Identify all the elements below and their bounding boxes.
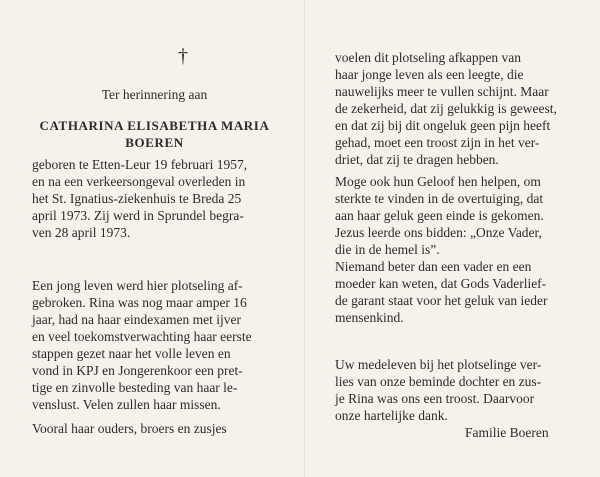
deceased-name — [32, 117, 277, 151]
faith-line: de garant staat voor het geluk van ieder — [335, 293, 548, 308]
continuation-line: de zekerheid, dat zij gelukkig is geweest, — [335, 101, 557, 116]
name-line-1: CATHARINA ELISABETHA MARIA — [39, 118, 270, 133]
tribute-paragraph — [32, 277, 277, 413]
thanks-line: je Rina was ons een troost. Daarvoor — [335, 391, 535, 406]
tribute-line: Een jong leven werd hier plotseling af- — [32, 278, 243, 293]
bio-paragraph — [32, 156, 277, 241]
name-line-2: BOEREN — [125, 135, 184, 150]
faith-line: Moge ook hun Geloof hen helpen, om — [335, 174, 541, 189]
continuation-line: driet, dat zij te dragen hebben. — [335, 152, 499, 167]
tribute-line: stappen gezet naar het volle leven en — [32, 346, 231, 361]
faith-line: moeder kan weten, dat Gods Vaderlief- — [335, 276, 547, 291]
continuation-paragraph — [335, 49, 577, 168]
continuation-line: en dat zij bij dit ongeluk geen pijn heeft — [335, 118, 551, 133]
bio-line: geboren te Etten-Leur 19 februari 1957, — [32, 157, 248, 172]
thanks-line: Uw medeleven bij het plotselinge ver- — [335, 357, 542, 372]
cross-icon: † — [178, 45, 188, 67]
faith-paragraph — [335, 173, 577, 326]
faith-line: aan haar geluk geen einde is gekomen. — [335, 208, 544, 223]
family-line — [32, 420, 277, 437]
continuation-line: gehad, moet een troost zijn in het ver- — [335, 135, 540, 150]
memory-heading: Ter herinnering aan — [101, 87, 208, 102]
tribute-line: venslust. Velen zullen haar missen. — [32, 397, 221, 412]
bio-line: het St. Ignatius-ziekenhuis te Breda 25 — [32, 191, 242, 206]
continuation-line: nauwelijks meer te vullen schijnt. Maar — [335, 84, 549, 99]
bio-line: april 1973. Zij werd in Sprundel begra- — [32, 208, 244, 223]
thanks-paragraph — [335, 356, 577, 424]
signature: Familie Boeren — [465, 425, 549, 440]
faith-line: Niemand beter dan een vader en een — [335, 259, 532, 274]
faith-line: die in de hemel is”. — [335, 242, 440, 257]
fold-line — [304, 0, 305, 477]
tribute-line: gebroken. Rina was nog maar amper 16 — [32, 295, 247, 310]
tribute-line: tige en zinvolle besteding van haar le- — [32, 380, 238, 395]
tribute-line: en veel toekomstverwachting haar eerste — [32, 329, 252, 344]
faith-line: sterkte te vinden in de overtuiging, dat — [335, 191, 544, 206]
faith-line: Jezus leerde ons bidden: „Onze Vader, — [335, 225, 542, 240]
continuation-line: voelen dit plotseling afkappen van — [335, 50, 521, 65]
faith-line: mensenkind. — [335, 310, 404, 325]
bio-line: en na een verkeersongeval overleden in — [32, 174, 246, 189]
thanks-line: onze hartelijke dank. — [335, 408, 448, 423]
continuation-line: haar jonge leven als een leegte, die — [335, 67, 524, 82]
tribute-line: jaar, had na haar eindexamen met ijver — [32, 312, 241, 327]
tribute-line: vond in KPJ en Jongerenkoor een pret- — [32, 363, 243, 378]
family-line-text: Vooral haar ouders, broers en zusjes — [32, 421, 227, 436]
thanks-line: lies van onze beminde dochter en zus- — [335, 374, 542, 389]
bio-line: ven 28 april 1973. — [32, 225, 131, 240]
